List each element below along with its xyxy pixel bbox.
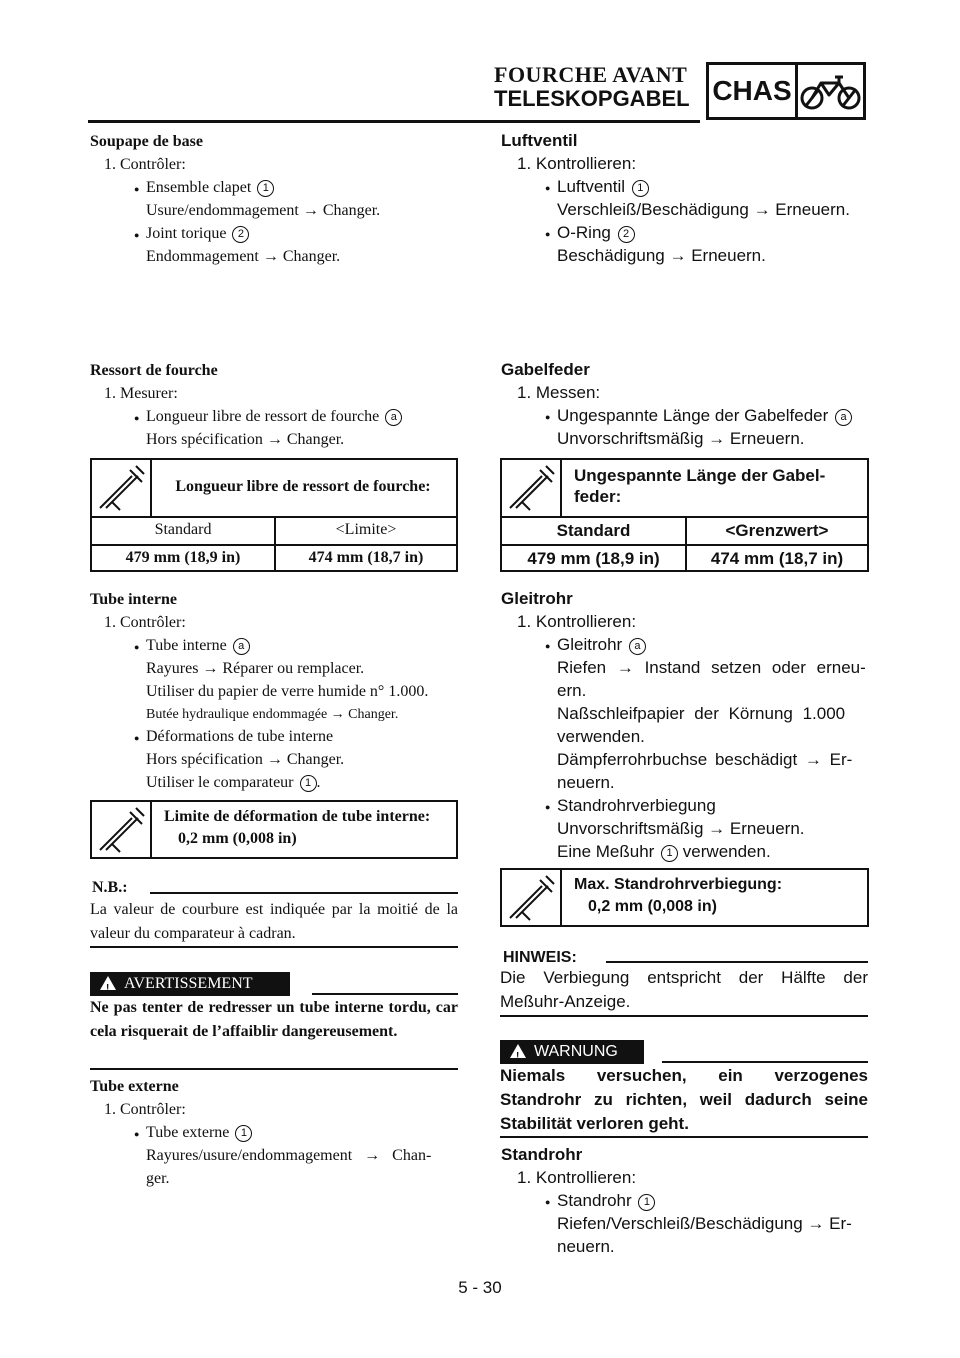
- de-valve-item2: ● O-Ring 2: [557, 223, 635, 243]
- fr-warning-text: Ne pas tenter de redresser un tube interne tordu, car cela risquerait de l’affaiblir dangereusement.: [90, 999, 458, 1040]
- de-inner-spec-value: 0,2 mm (0,008 in): [588, 898, 717, 915]
- fr-inner-line5: Utiliser le comparateur 1 .: [146, 774, 321, 791]
- fr-spring-col-standard: Standard: [154, 521, 212, 538]
- fr-valve-item1-text: Usure/endommagement → Changer.: [146, 202, 381, 219]
- fr-note-label: N.B.:: [92, 879, 128, 896]
- fr-spring-val-standard: 479 mm (18,9 in): [125, 549, 241, 566]
- de-spring-item1: ● Ungespannte Länge der Gabelfeder a: [557, 406, 852, 426]
- de-spring-item1-text: Unvorschriftsmäßig → Erneuern.: [557, 429, 805, 448]
- de-spring-title: Gabelfeder: [501, 360, 590, 379]
- de-spring-step: 1. Messen:: [517, 383, 601, 402]
- fr-outer-line2: ger.: [146, 1170, 170, 1187]
- fr-inner-line3: Butée hydraulique endommagée → Changer.: [146, 707, 399, 722]
- de-outer-step: 1. Kontrollieren:: [517, 1168, 637, 1187]
- fr-valve-item1: ● Ensemble clapet 1: [146, 178, 274, 198]
- caliper-icon: [502, 870, 562, 925]
- header-title-fr: FOURCHE AVANT: [494, 62, 688, 87]
- fr-spring-spec-title: Longueur libre de ressort de fourche:: [175, 478, 431, 495]
- de-spring-col-standard: Standard: [556, 521, 631, 540]
- de-spring-spec-title2: feder:: [574, 487, 622, 506]
- page-number: 5 - 30: [458, 1278, 502, 1297]
- de-valve-item1: ● Luftventil 1: [557, 177, 649, 197]
- de-inner-line3: Naßschleifpapier der Körnung 1.000: [557, 704, 846, 723]
- de-outer-line2: neuern.: [557, 1237, 615, 1256]
- de-inner-line1: Riefen → Instand setzen oder erneu-: [557, 658, 866, 677]
- fr-outer-line1: Rayures/usure/endommagement → Chan-: [146, 1147, 432, 1164]
- section-badge: [706, 62, 866, 120]
- caliper-icon: [92, 460, 152, 518]
- fr-spring-spec-box: [90, 458, 458, 572]
- fr-inner-step: 1. Contrôler:: [104, 614, 186, 631]
- fr-outer-item1: ● Tube externe 1: [146, 1123, 252, 1143]
- de-warning-text: Niemals versuchen, ein verzogenes Standrohr zu richten, weil dadurch seine Stabilität verloren geht.: [500, 1066, 868, 1133]
- caliper-icon: [92, 802, 152, 857]
- de-inner-line2: ern.: [557, 681, 587, 700]
- de-inner-line4: verwenden.: [557, 727, 645, 746]
- de-spring-val-limit: 474 mm (18,7 in): [710, 549, 844, 568]
- fr-inner-line2: Utiliser du papier de verre humide n° 1.000.: [146, 683, 429, 700]
- de-inner-spec-box: [500, 868, 869, 927]
- fr-spring-step: 1. Mesurer:: [104, 385, 178, 402]
- fr-spring-item1-text: Hors spécification → Changer.: [146, 431, 345, 448]
- fr-valve-item2-text: Endommagement → Changer.: [146, 248, 341, 265]
- fr-valve-step: 1. Contrôler:: [104, 156, 186, 173]
- de-note-label: HINWEIS:: [503, 949, 577, 966]
- de-inner-step: 1. Kontrollieren:: [517, 612, 637, 631]
- de-valve-item1-text: Verschleiß/Beschädigung → Erneuern.: [557, 200, 850, 219]
- warning-icon: [100, 976, 116, 990]
- fr-valve-item2: ● Joint torique 2: [146, 224, 249, 244]
- warning-icon: [510, 1044, 526, 1058]
- fr-spring-title: Ressort de fourche: [90, 362, 218, 379]
- header-title-de: TELESKOPGABEL: [494, 86, 690, 111]
- fr-spring-item1: ● Longueur libre de ressort de fourche a: [146, 407, 402, 427]
- callout-a: a: [385, 409, 402, 426]
- fr-outer-title: Tube externe: [90, 1078, 179, 1095]
- motorcycle-icon: [798, 65, 863, 117]
- de-warning-badge: !WARNUNG: [500, 1040, 644, 1064]
- de-outer-title: Standrohr: [501, 1145, 583, 1164]
- de-inner-line6: neuern.: [557, 773, 615, 792]
- fr-inner-title: Tube interne: [90, 591, 177, 608]
- fr-outer-step: 1. Contrôler:: [104, 1101, 186, 1118]
- section-label: CHAS: [709, 65, 798, 117]
- fr-inner-line4: Hors spécification → Changer.: [146, 751, 345, 768]
- callout-2: 2: [232, 226, 249, 243]
- fr-warning-badge: !AVERTISSEMENT: [90, 972, 290, 996]
- de-spring-spec-box: [500, 458, 869, 572]
- de-spring-col-limit: <Grenzwert>: [725, 521, 829, 540]
- fr-inner-spec-title: Limite de déformation de tube interne:: [164, 808, 431, 825]
- de-inner-line7: Unvorschriftsmäßig → Erneuern.: [557, 819, 805, 838]
- de-inner-spec-title: Max. Standrohrverbiegung:: [574, 876, 783, 893]
- de-valve-step: 1. Kontrollieren:: [517, 154, 637, 173]
- de-inner-line8: Eine Meßuhr 1 verwenden.: [557, 842, 771, 861]
- fr-inner-spec-value: 0,2 mm (0,008 in): [178, 830, 297, 847]
- header-rule: [88, 120, 700, 123]
- de-outer-line1: Riefen/Verschleiß/Beschädigung → Er-: [557, 1214, 852, 1233]
- caliper-icon: [502, 460, 562, 518]
- de-inner-line5: Dämpferrohrbuchse beschädigt → Er-: [557, 750, 853, 769]
- de-inner-item1: ● Gleitrohr a: [557, 635, 646, 655]
- de-valve-item2-text: Beschädigung → Erneuern.: [557, 246, 766, 265]
- callout-1: 1: [257, 180, 274, 197]
- fr-inner-line1: Rayures → Réparer ou remplacer.: [146, 660, 365, 677]
- fr-spring-col-limit: <Limite>: [335, 521, 397, 538]
- de-spring-val-standard: 479 mm (18,9 in): [527, 549, 660, 568]
- de-outer-item1: ● Standrohr 1: [557, 1191, 655, 1211]
- de-valve-title: Luftventil: [501, 131, 578, 150]
- de-inner-item2: ● Standrohrverbiegung: [557, 796, 716, 816]
- fr-inner-item2: ● Déformations de tube interne: [146, 727, 333, 747]
- de-spring-spec-title1: Ungespannte Länge der Gabel-: [574, 466, 826, 485]
- fr-note-text: La valeur de courbure est indiquée par la moitié de la valeur du comparateur à cadran.: [90, 901, 458, 942]
- fr-valve-title: Soupape de base: [90, 133, 203, 150]
- fr-spring-val-limit: 474 mm (18,7 in): [308, 549, 424, 566]
- de-note-text: Die Verbiegung entspricht der Hälfte der Meßuhr-Anzeige.: [500, 968, 868, 1011]
- fr-inner-spec-box: [90, 800, 458, 859]
- fr-inner-item1: ● Tube interne a: [146, 636, 250, 656]
- de-inner-title: Gleitrohr: [501, 589, 573, 608]
